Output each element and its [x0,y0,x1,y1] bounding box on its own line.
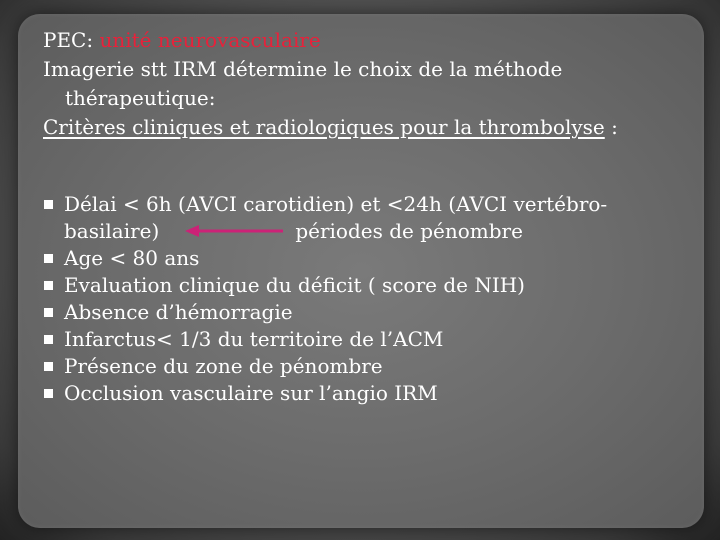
left-arrow-icon [185,224,285,238]
list-item [44,353,684,380]
imaging-line-1: Imagerie stt IRM détermine le choix de la méthode [43,57,563,81]
criterion-no-hemorrhage: Absence d’hémorragie [64,300,293,324]
square-bullet-icon [44,281,53,290]
criteria-label: Critères cliniques et radiologiques pour la thrombolyse [43,115,605,139]
list-item [44,191,684,245]
list-item [44,326,684,353]
imaging-line [43,55,683,84]
pec-label: PEC: [43,28,100,52]
imaging-line-2: thérapeutique: [65,86,216,110]
criterion-delay-line1: Délai < 6h (AVCI carotidien) et <24h (AVCI vertébro- [64,192,608,216]
pec-line [43,26,683,55]
square-bullet-icon [44,362,53,371]
criterion-penumbra: Présence du zone de pénombre [64,354,383,378]
criterion-delay-penumbra: périodes de pénombre [295,219,523,243]
list-item [44,245,684,272]
square-bullet-icon [44,200,53,209]
criterion-delay-line2: basilaire) [64,219,160,243]
list-item [44,272,684,299]
criterion-age: Age < 80 ans [64,246,200,270]
criterion-infarct-size: Infarctus< 1/3 du territoire de l’ACM [64,327,444,351]
square-bullet-icon [44,254,53,263]
criteria-list [44,191,684,407]
slide-heading [43,26,683,142]
pec-value: unité neurovasculaire [99,28,321,52]
square-bullet-icon [44,389,53,398]
criterion-nih-score: Evaluation clinique du déficit ( score de NIH) [64,273,525,297]
criteria-line [43,113,683,142]
square-bullet-icon [44,308,53,317]
criteria-colon: : [604,115,618,139]
list-item [44,380,684,407]
square-bullet-icon [44,335,53,344]
imaging-line-continued [43,84,683,113]
list-item [44,299,684,326]
criterion-occlusion: Occlusion vasculaire sur l’angio IRM [64,381,438,405]
